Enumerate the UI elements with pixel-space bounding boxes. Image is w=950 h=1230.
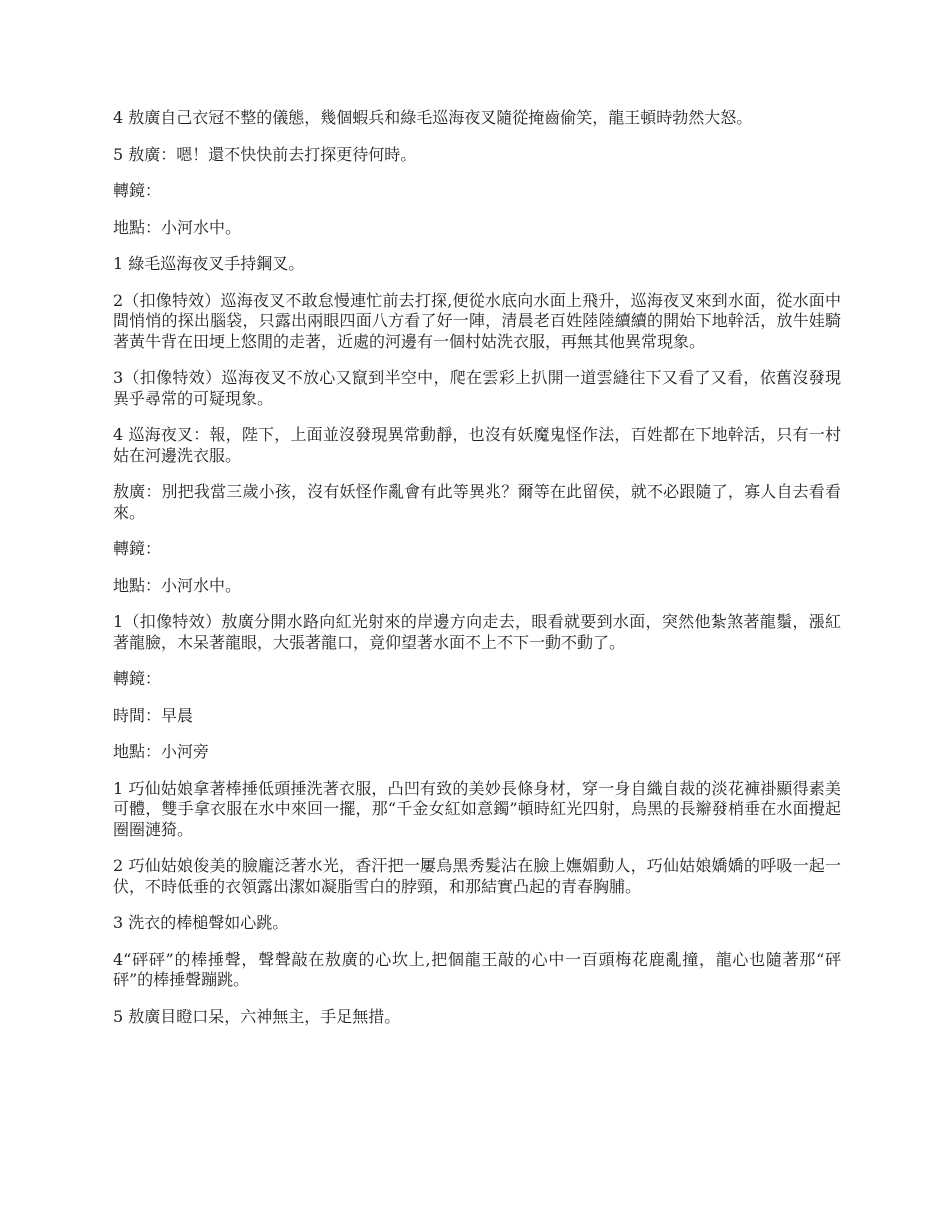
paragraph-time: 時間：早晨 [113, 705, 194, 725]
paragraph-scene-4-ao-guang-anger: 4 敖廣自己衣冠不整的儀態，幾個蝦兵和綠毛巡海夜叉隨從掩齒偷笑，龍王頓時勃然大怒。 [113, 108, 753, 127]
paragraph-location-1: 地點：小河水中。 [113, 217, 242, 237]
paragraph-shot-4-heartbeat: 4“砰砰”的棒捶聲，聲聲敲在敖廣的心坎上,把個龍王敲的心中一百頭梅花鹿亂撞，龍心也隨著那“砰砰”的棒捶聲蹦跳。 [113, 949, 841, 989]
paragraph-shot-2-yaksha-surface: 2（扣像特效）巡海夜叉不敢怠慢連忙前去打探,便從水底向水面上飛升，巡海夜叉來到水面，從水面中間悄悄的探出腦袋，只露出兩眼四面八方看了好一陣，清晨老百姓陸陸續續的開始下地幹活，放牛娃騎著黃牛背在田埂上悠閒的走著，近處的河邊有一個村姑洗衣服，再無其他異常現象。 [113, 290, 841, 351]
paragraph-shot-2-qiaoxian-face: 2 巧仙姑娘俊美的臉龐泛著水光，香汗把一屢烏黑秀髮沾在臉上嫵媚動人，巧仙姑娘嬌嬌的呼吸一起一伏，不時低垂的衣領露出潔如凝脂雪白的脖頸，和那結實凸起的青春胸脯。 [113, 856, 841, 896]
paragraph-shot-5-stunned: 5 敖廣目瞪口呆，六神無主，手足無措。 [113, 1006, 401, 1026]
paragraph-location-3: 地點：小河旁 [113, 742, 210, 761]
document-page [113, 108, 841, 1043]
paragraph-scene-5-ao-guang-order: 5 敖廣：嗯！還不快快前去打探更待何時。 [113, 144, 417, 164]
paragraph-shot-3-yaksha-sky: 3（扣像特效）巡海夜叉不放心又竄到半空中，爬在雲彩上扒開一道雲縫往下又看了又看，依舊沒發現異乎尋常的可疑現象。 [113, 368, 841, 408]
paragraph-shot-1-yaksha: 1 綠毛巡海夜叉手持鋼叉。 [113, 254, 305, 273]
paragraph-cut-2: 轉鏡： [113, 539, 162, 558]
paragraph-shot-4-yaksha-report: 4 巡海夜叉：報，陛下，上面並沒發現異常動靜，也沒有妖魔鬼怪作法，百姓都在下地幹活，只有一村姑在河邊洗衣服。 [113, 425, 841, 465]
paragraph-cut-1: 轉鏡： [113, 181, 162, 200]
paragraph-ao-guang-reply: 敖廣：別把我當三歲小孩，沒有妖怪作亂會有此等異兆？爾等在此留侯，就不必跟隨了，寡人自去看看來。 [113, 482, 841, 522]
paragraph-shot-1-qiaoxian-washing: 1 巧仙姑娘拿著棒捶低頭捶洗著衣服，凸凹有致的美妙長條身材，穿一身自織自裁的淡花褲褂顯得素美可體，雙手拿衣服在水中來回一擺，那“千金女紅如意鐲”頓時紅光四射，烏黑的長辮發梢垂在水面攪起圈圈漣猗。 [113, 778, 841, 839]
paragraph-shot-1-ao-guang-water: 1（扣像特效）敖廣分開水路向紅光射來的岸邊方向走去，眼看就要到水面，突然他紮煞著龍鬚，漲紅著龍臉，木呆著龍眼，大張著龍口，竟仰望著水面不上不下一動不動了。 [113, 612, 841, 652]
paragraph-location-2: 地點：小河水中。 [113, 575, 242, 595]
paragraph-cut-3: 轉鏡： [113, 669, 162, 688]
paragraph-shot-3-mallet: 3 洗衣的棒槌聲如心跳。 [113, 913, 289, 932]
